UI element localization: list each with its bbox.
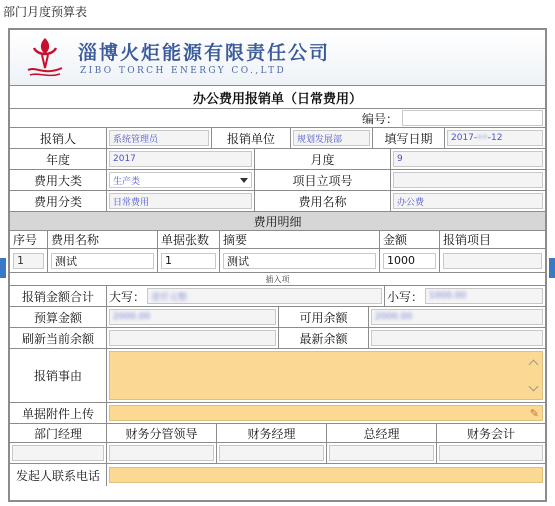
name-field[interactable]: 办公费 bbox=[393, 193, 543, 209]
category-select[interactable] bbox=[109, 172, 252, 188]
reason-row bbox=[10, 349, 545, 403]
company-name-en: ZIBO TORCH ENERGY CO.,LTD bbox=[80, 66, 287, 76]
upper-amount-field[interactable] bbox=[147, 288, 382, 304]
contact-phone-input[interactable] bbox=[109, 467, 543, 483]
budget-label: 预算金额 bbox=[10, 307, 107, 327]
company-name-cn: 淄博火炬能源有限责任公司 bbox=[78, 42, 331, 64]
upper-label: 大写： bbox=[109, 289, 146, 304]
serial-label: 编号： bbox=[361, 111, 398, 126]
detail-summary-field[interactable]: 测试 bbox=[223, 253, 376, 269]
category-label: 费用大类 bbox=[10, 170, 107, 190]
available-label: 可用余额 bbox=[279, 307, 369, 327]
textarea-scrollbar[interactable] bbox=[528, 358, 538, 393]
year-label: 年度 bbox=[10, 149, 107, 169]
name-label: 费用名称 bbox=[255, 191, 391, 211]
class-label: 费用分类 bbox=[10, 191, 107, 211]
month-field[interactable]: 9 bbox=[393, 151, 543, 167]
date-field[interactable]: 2017- •• -12 bbox=[447, 130, 543, 146]
total-label: 报销金额合计 bbox=[10, 286, 107, 306]
approval-finance-leader-field[interactable] bbox=[109, 445, 214, 461]
available-field[interactable] bbox=[371, 309, 543, 325]
lower-amount-field[interactable] bbox=[425, 288, 543, 304]
project-field[interactable] bbox=[393, 172, 543, 188]
refresh-field[interactable] bbox=[109, 330, 276, 346]
detail-count-field[interactable]: 1 bbox=[161, 253, 216, 269]
unit-field[interactable]: 规划发展部 bbox=[293, 130, 370, 146]
class-row bbox=[10, 191, 545, 212]
class-field[interactable]: 日常费用 bbox=[109, 193, 252, 209]
detail-header-summary: 摘要 bbox=[220, 231, 380, 248]
company-header bbox=[10, 30, 545, 86]
reporter-row bbox=[10, 128, 545, 149]
period-row bbox=[10, 149, 545, 170]
page-title: 部门月度预算表 bbox=[3, 5, 88, 19]
date-label: 填写日期 bbox=[373, 128, 445, 148]
approval-role-finance-leader: 财务分管领导 bbox=[107, 424, 217, 442]
year-field[interactable]: 2017 bbox=[109, 151, 252, 167]
unit-label: 报销单位 bbox=[212, 128, 291, 148]
attachment-label: 单据附件上传 bbox=[10, 403, 107, 423]
total-row bbox=[10, 286, 545, 307]
budget-field[interactable] bbox=[109, 309, 276, 325]
reimbursement-form bbox=[8, 28, 547, 502]
approval-role-dept-manager: 部门经理 bbox=[10, 424, 107, 442]
detail-name-field[interactable]: 测试 bbox=[51, 253, 154, 269]
date-suffix: -12 bbox=[487, 133, 503, 143]
detail-header-amount: 金额 bbox=[380, 231, 440, 248]
budget-row bbox=[10, 307, 545, 328]
detail-section-row bbox=[10, 212, 545, 231]
reason-textarea[interactable] bbox=[109, 351, 543, 400]
approval-input-row bbox=[10, 443, 545, 464]
table-row bbox=[10, 249, 545, 273]
attachment-row bbox=[10, 403, 545, 424]
form-title-row bbox=[10, 86, 545, 109]
approval-role-finance-manager: 财务经理 bbox=[217, 424, 327, 442]
detail-header-row bbox=[10, 231, 545, 249]
reporter-field[interactable]: 系统管理员 bbox=[109, 130, 209, 146]
chevron-down-icon bbox=[240, 178, 248, 183]
detail-header-count: 单据张数 bbox=[158, 231, 220, 248]
reason-label: 报销事由 bbox=[10, 349, 107, 402]
torch-logo-icon bbox=[20, 34, 70, 80]
left-expand-tab[interactable] bbox=[0, 258, 6, 278]
latest-label: 最新余额 bbox=[279, 328, 369, 348]
contact-row bbox=[10, 464, 545, 486]
detail-amount-field[interactable]: 1000 bbox=[383, 253, 436, 269]
detail-no-field[interactable]: 1 bbox=[13, 253, 44, 269]
lower-label: 小写： bbox=[387, 289, 424, 304]
category-row bbox=[10, 170, 545, 191]
approval-role-general-manager: 总经理 bbox=[327, 424, 437, 442]
detail-header-item: 报销项目 bbox=[443, 233, 492, 247]
attachment-upload-field[interactable] bbox=[109, 405, 543, 421]
approval-role-accountant: 财务会计 bbox=[437, 424, 545, 442]
budget-value: 2000.00 bbox=[113, 312, 151, 322]
detail-section-title: 费用明细 bbox=[10, 212, 545, 230]
approval-accountant-field[interactable] bbox=[439, 445, 543, 461]
detail-header-no: 序号 bbox=[10, 231, 48, 248]
upper-amount-value: 壹仟元整 bbox=[151, 292, 188, 303]
refresh-balance-button[interactable]: 刷新当前余额 bbox=[10, 328, 107, 348]
insert-row bbox=[10, 273, 545, 286]
month-label: 月度 bbox=[255, 149, 391, 169]
reporter-label: 报销人 bbox=[10, 128, 107, 148]
paperclip-icon[interactable]: ✎ bbox=[529, 407, 539, 420]
serial-row bbox=[10, 109, 545, 128]
refresh-row bbox=[10, 328, 545, 349]
category-value: 生产类 bbox=[113, 176, 141, 187]
lower-amount-value: 1000.00 bbox=[429, 291, 467, 301]
detail-header-name: 费用名称 bbox=[48, 231, 158, 248]
approval-general-manager-field[interactable] bbox=[329, 445, 434, 461]
latest-field[interactable] bbox=[371, 330, 543, 346]
right-expand-tab[interactable] bbox=[549, 258, 555, 278]
approval-header-row bbox=[10, 424, 545, 443]
detail-item-field[interactable] bbox=[443, 253, 542, 269]
approval-finance-manager-field[interactable] bbox=[219, 445, 324, 461]
chevron-up-icon[interactable] bbox=[528, 360, 538, 370]
serial-input[interactable] bbox=[402, 110, 543, 126]
form-title: 办公费用报销单（日常费用） bbox=[192, 91, 362, 107]
approval-dept-manager-field[interactable] bbox=[12, 445, 104, 461]
insert-item-button[interactable]: 插入项 bbox=[265, 274, 290, 284]
available-value: 2000.00 bbox=[375, 312, 413, 322]
project-label: 项目立项号 bbox=[255, 170, 391, 190]
chevron-down-icon[interactable] bbox=[528, 382, 538, 392]
contact-label: 发起人联系电话 bbox=[10, 464, 107, 486]
date-value: 2017- bbox=[451, 133, 478, 143]
